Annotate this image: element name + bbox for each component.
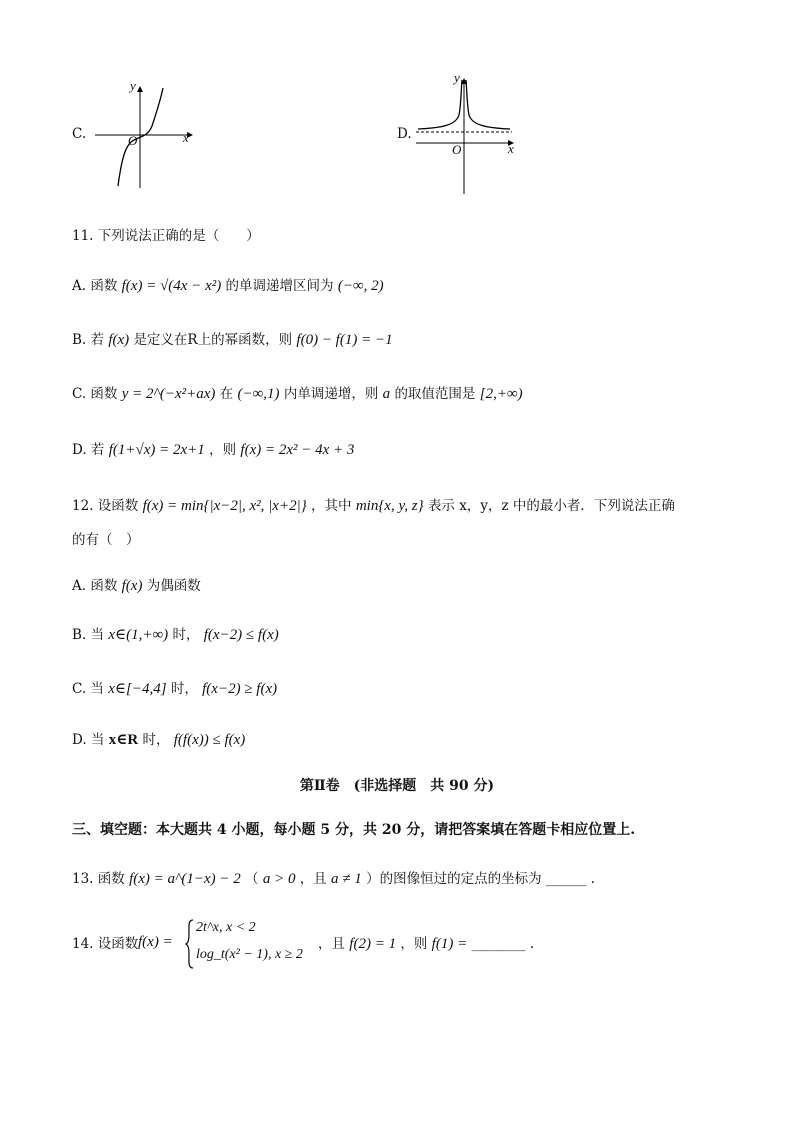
q14-tail <box>318 934 534 954</box>
q14-text2: ，则 <box>400 936 428 952</box>
q12-c-math2: f(x−2) ≥ f(x) <box>202 681 278 697</box>
q12-b-label: B. 当 <box>72 627 105 643</box>
option-c-label: C. <box>72 126 87 142</box>
graph-d-x-label: x <box>508 141 514 156</box>
q14-math2: f(2) = 1 <box>349 936 397 952</box>
q11-option-c <box>72 384 523 404</box>
q13-answer-blank: ______ <box>545 871 587 887</box>
q12-c-text: 时， <box>170 681 198 697</box>
q13-end: . <box>590 871 595 887</box>
q12-stem-a: 12. 设函数 <box>72 498 139 514</box>
graph-c-y-label: y <box>130 78 136 93</box>
q14-case1: 2t^x, x < 2 <box>196 920 256 935</box>
q12-stem-math: f(x) = min{|x−2|, x², |x+2|} <box>142 498 307 514</box>
q12-stem-line2: 的有（ ） <box>72 532 140 548</box>
q13 <box>72 869 595 889</box>
q12-a-math: f(x) <box>121 578 143 594</box>
q12-b-text: 时， <box>172 627 200 643</box>
q11-b-math: f(x) <box>108 332 130 348</box>
q13-text2: ，且 <box>299 871 327 887</box>
q12-option-c <box>72 679 277 699</box>
q14-label: 14. 设函数 <box>72 936 139 952</box>
q11-c-text2: 内单调递增，则 <box>283 386 379 402</box>
q14-math3: f(1) = <box>431 936 468 952</box>
q11-b-text: 是定义在R上的幂函数，则 <box>133 332 293 348</box>
q12-stem-math2: min{x, y, z} <box>355 498 424 514</box>
q12-d-text: 时， <box>142 732 170 748</box>
q11-b-label: B. 若 <box>72 332 105 348</box>
q11-option-d <box>72 440 354 460</box>
q12-stem-c: 表示 x，y，z 中的最小者．下列说法正确 <box>427 498 675 514</box>
q13-cond1: a > 0 <box>262 871 296 887</box>
q12-d-math: x∈R <box>108 732 139 748</box>
q11-d-label: D. 若 <box>72 442 105 458</box>
q12-b-math2: f(x−2) ≤ f(x) <box>203 627 279 643</box>
q12-option-a <box>72 576 201 596</box>
q13-cond2: a ≠ 1 <box>331 871 362 887</box>
section3-instructions: 三、填空题：本大题共 4 小题，每小题 5 分，共 20 分，请把答案填在答题卡相应位置上. <box>72 822 636 838</box>
q11-c-label: C. 函数 <box>72 386 118 402</box>
q11-c-range: [2,+∞) <box>479 386 523 402</box>
graph-c-origin-label: O <box>128 133 138 148</box>
q11-d-math: f(1+√x) = 2x+1 <box>108 442 205 458</box>
q14-brace <box>185 918 195 970</box>
graph-d-y-label: y <box>454 70 460 85</box>
q11-c-text: 在 <box>219 386 234 402</box>
q11-c-param: a <box>382 386 391 402</box>
q11-option-a <box>72 276 384 296</box>
q12-a-label: A. 函数 <box>72 578 118 594</box>
q12-c-label: C. 当 <box>72 681 104 697</box>
q14-case2: log_t(x² − 1), x ≥ 2 <box>196 947 303 962</box>
q11-c-interval: (−∞,1) <box>237 386 280 402</box>
q13-text3: ）的图像恒过的定点的坐标为 <box>366 871 542 887</box>
q11-a-label: A. 函数 <box>72 278 118 294</box>
q12-stem-b: ，其中 <box>311 498 352 514</box>
q11-option-b <box>72 330 393 350</box>
q11-a-math: f(x) = √(4x − x²) <box>121 278 222 294</box>
graph-c-x-label: x <box>183 130 189 145</box>
graph-d <box>412 70 522 200</box>
q11-d-text: ，则 <box>209 442 237 458</box>
q14-end: . <box>529 936 535 952</box>
q12-d-label: D. 当 <box>72 732 105 748</box>
graph-d-origin-label: O <box>452 142 462 157</box>
q11-a-interval: (−∞, 2) <box>337 278 384 294</box>
q13-math: f(x) = a^(1−x) − 2 <box>129 871 241 887</box>
option-d-label: D. <box>397 126 412 142</box>
q12-c-math: x∈[−4,4] <box>108 681 167 697</box>
q12-a-text: 为偶函数 <box>146 578 201 594</box>
q13-text1: （ <box>245 871 259 887</box>
q13-label: 13. 函数 <box>72 871 125 887</box>
q12-d-math2: f(f(x)) ≤ f(x) <box>173 732 246 748</box>
q11-a-text: 的单调递增区间为 <box>225 278 334 294</box>
q12-b-math: x∈(1,+∞) <box>108 627 169 643</box>
q11-d-math2: f(x) = 2x² − 4x + 3 <box>240 442 355 458</box>
q12-option-d <box>72 730 245 750</box>
q14-text1: ，且 <box>318 936 345 952</box>
q11-stem: 11. 下列说法正确的是（ ） <box>72 228 260 244</box>
q11-b-math2: f(0) − f(1) = −1 <box>296 332 393 348</box>
q11-c-math: y = 2^(−x²+ax) <box>121 386 216 402</box>
section2-title: 第Ⅱ卷 (非选择题 共 90 分) <box>299 778 495 794</box>
q11-c-text3: 的取值范围是 <box>394 386 476 402</box>
q14-math-lhs: f(x) = <box>138 934 173 950</box>
q14-answer-blank: ________ <box>471 936 526 952</box>
q12-stem-line1 <box>72 496 675 516</box>
q12-option-b <box>72 625 279 645</box>
